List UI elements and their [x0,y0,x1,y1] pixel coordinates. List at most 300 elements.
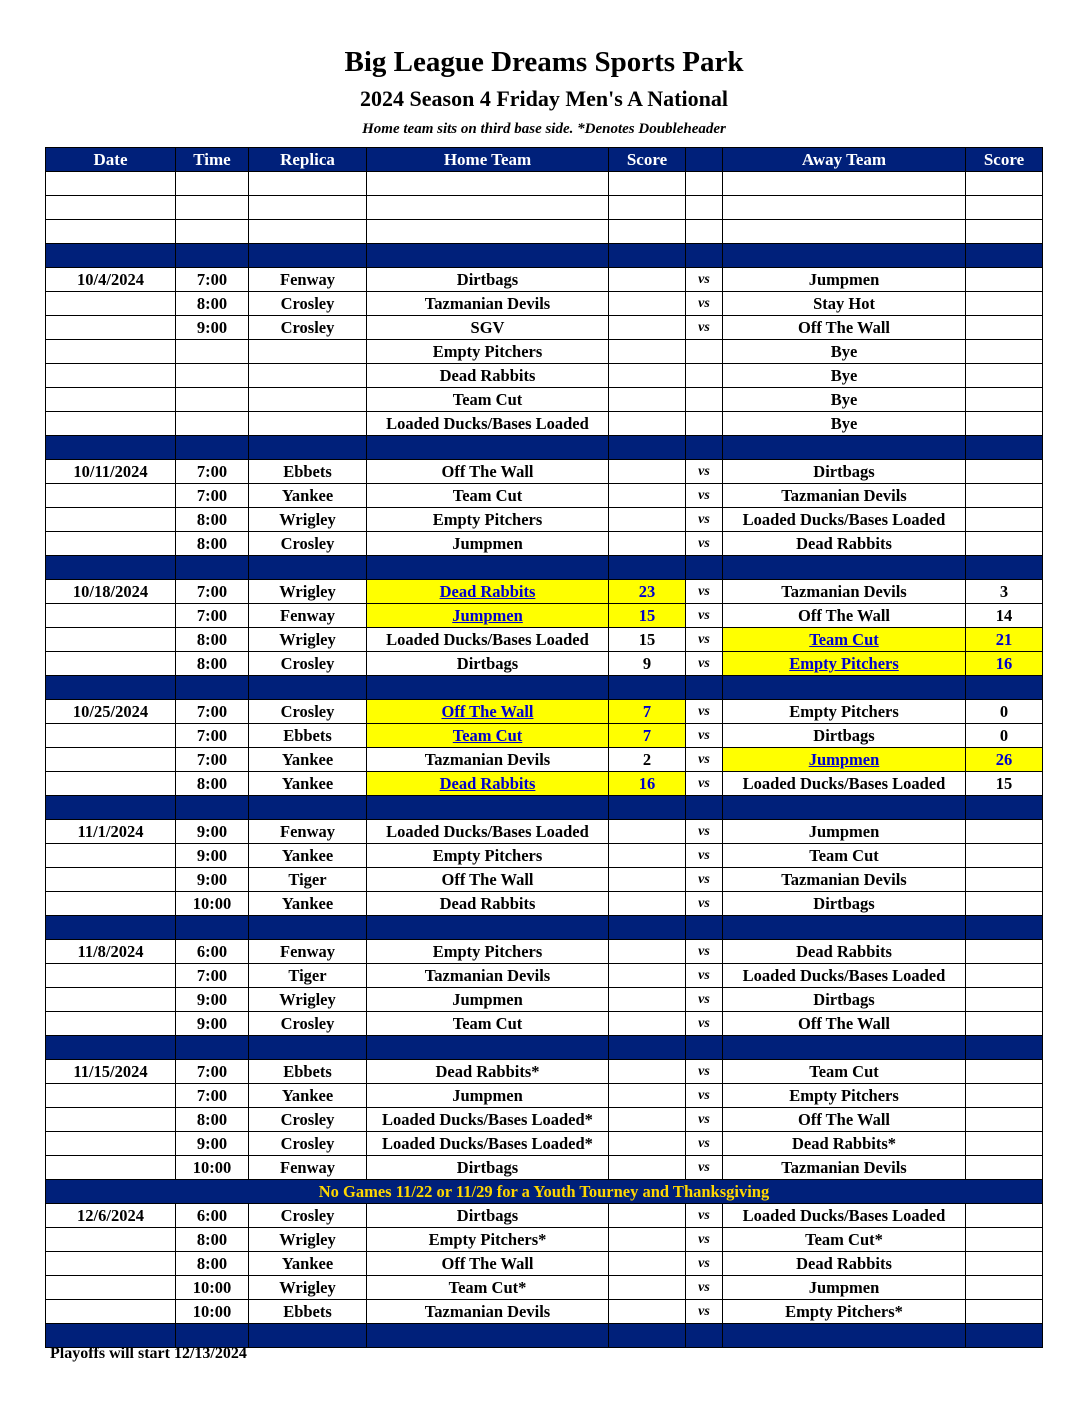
cell-date [46,604,176,628]
blank-row [46,196,1043,220]
game-row [46,268,1043,292]
cell-replica: Yankee [249,772,367,796]
cell-vs: vs [686,1060,723,1084]
cell-home-team: Dead Rabbits [367,364,609,388]
cell-time: 9:00 [176,316,249,340]
cell-away-score [966,268,1043,292]
cell-home-team: Off The Wall [367,700,609,724]
cell-replica [249,388,367,412]
separator-cell [966,1324,1043,1348]
cell-replica: Crosley [249,652,367,676]
cell-home-team: Team Cut [367,484,609,508]
cell-replica: Wrigley [249,1276,367,1300]
cell-time: 10:00 [176,1300,249,1324]
cell-home-score: 2 [609,748,686,772]
cell-away-score [966,340,1043,364]
cell-home-team: Dead Rabbits [367,580,609,604]
cell-replica [249,340,367,364]
cell-date [46,1228,176,1252]
cell-date: 10/11/2024 [46,460,176,484]
cell-time: 8:00 [176,628,249,652]
cell-away-team: Jumpmen [723,820,966,844]
cell-replica: Yankee [249,844,367,868]
game-row [46,484,1043,508]
separator-cell [609,556,686,580]
cell-time [176,412,249,436]
cell-replica: Crosley [249,1204,367,1228]
message-row [46,1180,1043,1204]
cell-away-score [966,484,1043,508]
cell-time: 7:00 [176,724,249,748]
col-away-team-header: Away Team [723,148,966,172]
cell-away-team: Jumpmen [723,268,966,292]
game-row [46,388,1043,412]
cell-away-score [966,988,1043,1012]
game-row [46,412,1043,436]
cell-time: 7:00 [176,1084,249,1108]
week-separator-row [46,796,1043,820]
separator-cell [176,1036,249,1060]
cell-away-score: 16 [966,652,1043,676]
cell-time: 8:00 [176,292,249,316]
cell-away-score [966,532,1043,556]
cell-away-team: Off The Wall [723,316,966,340]
separator-cell [367,244,609,268]
cell-home-score: 7 [609,724,686,748]
cell-home-score [609,1252,686,1276]
cell-home-team: Jumpmen [367,1084,609,1108]
cell-away-score [966,1156,1043,1180]
cell-home-score [609,172,686,196]
separator-cell [367,676,609,700]
game-row [46,1300,1043,1324]
separator-cell [46,1036,176,1060]
cell-vs: vs [686,532,723,556]
cell-vs: vs [686,964,723,988]
cell-vs: vs [686,1228,723,1252]
cell-home-team: Empty Pitchers [367,844,609,868]
cell-vs: vs [686,1156,723,1180]
cell-home-score [609,484,686,508]
cell-home-team: Tazmanian Devils [367,964,609,988]
game-row [46,532,1043,556]
cell-home-team: Team Cut* [367,1276,609,1300]
cell-date [46,292,176,316]
cell-time: 7:00 [176,460,249,484]
cell-home-team: Empty Pitchers* [367,1228,609,1252]
cell-home-score: 16 [609,772,686,796]
cell-home-team: Dirtbags [367,268,609,292]
cell-date [46,1156,176,1180]
cell-replica: Crosley [249,316,367,340]
cell-replica: Ebbets [249,724,367,748]
cell-away-team: Team Cut* [723,1228,966,1252]
cell-date [46,844,176,868]
cell-home-score [609,988,686,1012]
week-separator-row [46,436,1043,460]
cell-time: 7:00 [176,580,249,604]
cell-home-team: Tazmanian Devils [367,748,609,772]
cell-vs: vs [686,1012,723,1036]
cell-vs: vs [686,1252,723,1276]
game-row [46,1252,1043,1276]
cell-time: 8:00 [176,772,249,796]
cell-away-score: 26 [966,748,1043,772]
cell-date [46,532,176,556]
cell-time: 10:00 [176,892,249,916]
cell-date: 11/8/2024 [46,940,176,964]
cell-away-team [723,172,966,196]
separator-cell [609,796,686,820]
separator-cell [176,796,249,820]
separator-cell [46,676,176,700]
cell-time: 7:00 [176,484,249,508]
cell-away-score: 14 [966,604,1043,628]
cell-home-team: Dead Rabbits [367,772,609,796]
separator-cell [367,436,609,460]
cell-home-score [609,412,686,436]
separator-cell [46,436,176,460]
game-row [46,964,1043,988]
separator-cell [176,676,249,700]
cell-date [46,748,176,772]
cell-time: 7:00 [176,964,249,988]
game-row [46,868,1043,892]
cell-away-team: Jumpmen [723,1276,966,1300]
game-row [46,820,1043,844]
cell-away-score [966,1300,1043,1324]
separator-cell [46,244,176,268]
cell-away-score [966,964,1043,988]
cell-time [176,220,249,244]
week-separator-row [46,1036,1043,1060]
cell-home-score [609,820,686,844]
cell-replica: Wrigley [249,580,367,604]
game-row [46,772,1043,796]
cell-date [46,412,176,436]
cell-home-team: Dirtbags [367,1204,609,1228]
cell-replica: Tiger [249,964,367,988]
cell-time: 10:00 [176,1276,249,1300]
cell-replica: Yankee [249,1084,367,1108]
cell-home-score [609,364,686,388]
separator-cell [249,556,367,580]
cell-away-score [966,1276,1043,1300]
cell-vs: vs [686,292,723,316]
cell-away-team: Dirtbags [723,892,966,916]
cell-time: 8:00 [176,1108,249,1132]
cell-replica: Yankee [249,748,367,772]
cell-replica: Crosley [249,292,367,316]
cell-away-team: Dead Rabbits [723,1252,966,1276]
cell-away-team: Dirtbags [723,988,966,1012]
cell-replica: Wrigley [249,508,367,532]
cell-vs: vs [686,844,723,868]
cell-away-team: Empty Pitchers [723,700,966,724]
cell-away-team: Bye [723,364,966,388]
separator-cell [686,1036,723,1060]
cell-date [46,964,176,988]
separator-cell [609,676,686,700]
cell-away-team: Dead Rabbits* [723,1132,966,1156]
cell-away-team: Tazmanian Devils [723,484,966,508]
cell-vs [686,364,723,388]
col-home-score-header: Score [609,148,686,172]
separator-cell [723,556,966,580]
cell-home-team [367,172,609,196]
cell-time: 9:00 [176,1012,249,1036]
cell-vs: vs [686,1084,723,1108]
game-row [46,1012,1043,1036]
cell-date [46,484,176,508]
cell-date [46,1132,176,1156]
col-away-score-header: Score [966,148,1043,172]
week-separator-row [46,556,1043,580]
cell-date: 11/1/2024 [46,820,176,844]
cell-home-score [609,268,686,292]
cell-home-score: 7 [609,700,686,724]
cell-date [46,628,176,652]
cell-vs [686,172,723,196]
cell-away-score [966,388,1043,412]
cell-away-team: Empty Pitchers [723,652,966,676]
cell-vs: vs [686,868,723,892]
separator-cell [367,1036,609,1060]
page-title: Big League Dreams Sports Park [344,46,744,78]
game-row [46,892,1043,916]
cell-home-team: Off The Wall [367,460,609,484]
cell-vs: vs [686,724,723,748]
separator-cell [609,244,686,268]
cell-date [46,1300,176,1324]
cell-away-score [966,292,1043,316]
cell-away-team: Off The Wall [723,1012,966,1036]
separator-cell [686,676,723,700]
cell-home-team: Off The Wall [367,1252,609,1276]
cell-vs: vs [686,484,723,508]
cell-home-score [609,460,686,484]
game-row [46,1060,1043,1084]
cell-home-score [609,508,686,532]
cell-vs [686,196,723,220]
separator-cell [367,916,609,940]
cell-home-team: Tazmanian Devils [367,1300,609,1324]
cell-date [46,364,176,388]
cell-vs: vs [686,940,723,964]
separator-cell [723,676,966,700]
cell-away-score [966,892,1043,916]
cell-vs [686,388,723,412]
cell-home-team: Team Cut [367,724,609,748]
cell-replica: Tiger [249,868,367,892]
cell-date [46,652,176,676]
separator-cell [723,916,966,940]
cell-home-score: 15 [609,604,686,628]
cell-replica [249,220,367,244]
cell-home-team: Dead Rabbits [367,892,609,916]
separator-cell [176,244,249,268]
separator-cell [609,436,686,460]
cell-home-score [609,1276,686,1300]
game-row [46,316,1043,340]
separator-cell [966,1036,1043,1060]
separator-cell [176,916,249,940]
cell-home-team: Dirtbags [367,652,609,676]
separator-cell [46,1324,176,1348]
cell-date [46,988,176,1012]
cell-replica: Ebbets [249,1300,367,1324]
cell-home-team: Loaded Ducks/Bases Loaded [367,628,609,652]
cell-away-team [723,220,966,244]
cell-replica: Fenway [249,1156,367,1180]
cell-away-score [966,820,1043,844]
separator-cell [609,1324,686,1348]
cell-home-score [609,1108,686,1132]
blank-row [46,220,1043,244]
page-note: Home team sits on third base side. *Denotes Doubleheader [362,121,726,137]
cell-away-score [966,508,1043,532]
separator-cell [46,556,176,580]
cell-replica: Yankee [249,1252,367,1276]
cell-replica [249,172,367,196]
cell-date [46,724,176,748]
separator-cell [723,1036,966,1060]
cell-date: 10/18/2024 [46,580,176,604]
cell-home-team: Empty Pitchers [367,340,609,364]
cell-home-team: Jumpmen [367,532,609,556]
cell-date: 10/4/2024 [46,268,176,292]
cell-time [176,388,249,412]
cell-home-team: Dead Rabbits* [367,1060,609,1084]
cell-away-team: Team Cut [723,1060,966,1084]
separator-cell [966,556,1043,580]
cell-home-score [609,1300,686,1324]
cell-date [46,196,176,220]
cell-away-score [966,412,1043,436]
cell-replica [249,364,367,388]
cell-home-team: Jumpmen [367,988,609,1012]
cell-time [176,172,249,196]
cell-replica: Crosley [249,1012,367,1036]
cell-vs: vs [686,1300,723,1324]
cell-away-team: Bye [723,412,966,436]
separator-cell [723,796,966,820]
week-separator-row [46,676,1043,700]
cell-home-score: 15 [609,628,686,652]
cell-time: 8:00 [176,1252,249,1276]
cell-home-team: Dirtbags [367,1156,609,1180]
cell-home-team: Team Cut [367,1012,609,1036]
col-date-header: Date [46,148,176,172]
game-row [46,1084,1043,1108]
game-row [46,652,1043,676]
cell-date [46,1012,176,1036]
cell-date: 10/25/2024 [46,700,176,724]
cell-replica: Crosley [249,1132,367,1156]
cell-vs: vs [686,1276,723,1300]
cell-away-score [966,220,1043,244]
separator-cell [46,796,176,820]
cell-away-team: Off The Wall [723,1108,966,1132]
cell-time: 8:00 [176,652,249,676]
cell-time: 9:00 [176,988,249,1012]
game-row [46,844,1043,868]
cell-home-score [609,292,686,316]
separator-cell [723,436,966,460]
cell-home-score [609,532,686,556]
cell-away-score [966,1132,1043,1156]
cell-away-score [966,1060,1043,1084]
separator-cell [686,916,723,940]
cell-home-team: Loaded Ducks/Bases Loaded [367,820,609,844]
cell-away-team [723,196,966,220]
cell-away-score [966,364,1043,388]
cell-away-score [966,316,1043,340]
cell-away-score: 15 [966,772,1043,796]
cell-vs [686,340,723,364]
schedule-table [45,147,1043,1348]
cell-home-team: Loaded Ducks/Bases Loaded* [367,1132,609,1156]
cell-date [46,340,176,364]
cell-date [46,316,176,340]
separator-cell [686,796,723,820]
cell-home-score [609,316,686,340]
cell-away-score [966,868,1043,892]
cell-home-score [609,1204,686,1228]
game-row [46,1156,1043,1180]
cell-home-team: Team Cut [367,388,609,412]
separator-cell [249,676,367,700]
cell-vs [686,412,723,436]
week-separator-row [46,1324,1043,1348]
cell-home-score [609,868,686,892]
cell-time: 7:00 [176,604,249,628]
cell-date [46,1108,176,1132]
separator-cell [176,436,249,460]
separator-cell [686,244,723,268]
cell-vs: vs [686,460,723,484]
footer-note: Playoffs will start 12/13/2024 [50,1345,247,1362]
cell-vs: vs [686,772,723,796]
cell-replica [249,196,367,220]
cell-away-score: 0 [966,700,1043,724]
game-row [46,748,1043,772]
separator-cell [176,556,249,580]
game-row [46,940,1043,964]
game-row [46,460,1043,484]
separator-cell [249,1036,367,1060]
cell-time: 8:00 [176,532,249,556]
cell-vs: vs [686,892,723,916]
cell-away-score [966,196,1043,220]
cell-replica: Crosley [249,532,367,556]
cell-away-team: Dead Rabbits [723,940,966,964]
cell-vs: vs [686,508,723,532]
cell-home-team: Off The Wall [367,868,609,892]
cell-replica: Wrigley [249,628,367,652]
game-row [46,604,1043,628]
col-vs-header [686,148,723,172]
cell-home-score [609,844,686,868]
cell-away-team: Team Cut [723,628,966,652]
separator-cell [249,244,367,268]
cell-vs: vs [686,748,723,772]
cell-away-team: Dead Rabbits [723,532,966,556]
separator-cell [367,1324,609,1348]
cell-away-team: Jumpmen [723,748,966,772]
cell-away-score [966,1108,1043,1132]
cell-away-team: Dirtbags [723,724,966,748]
